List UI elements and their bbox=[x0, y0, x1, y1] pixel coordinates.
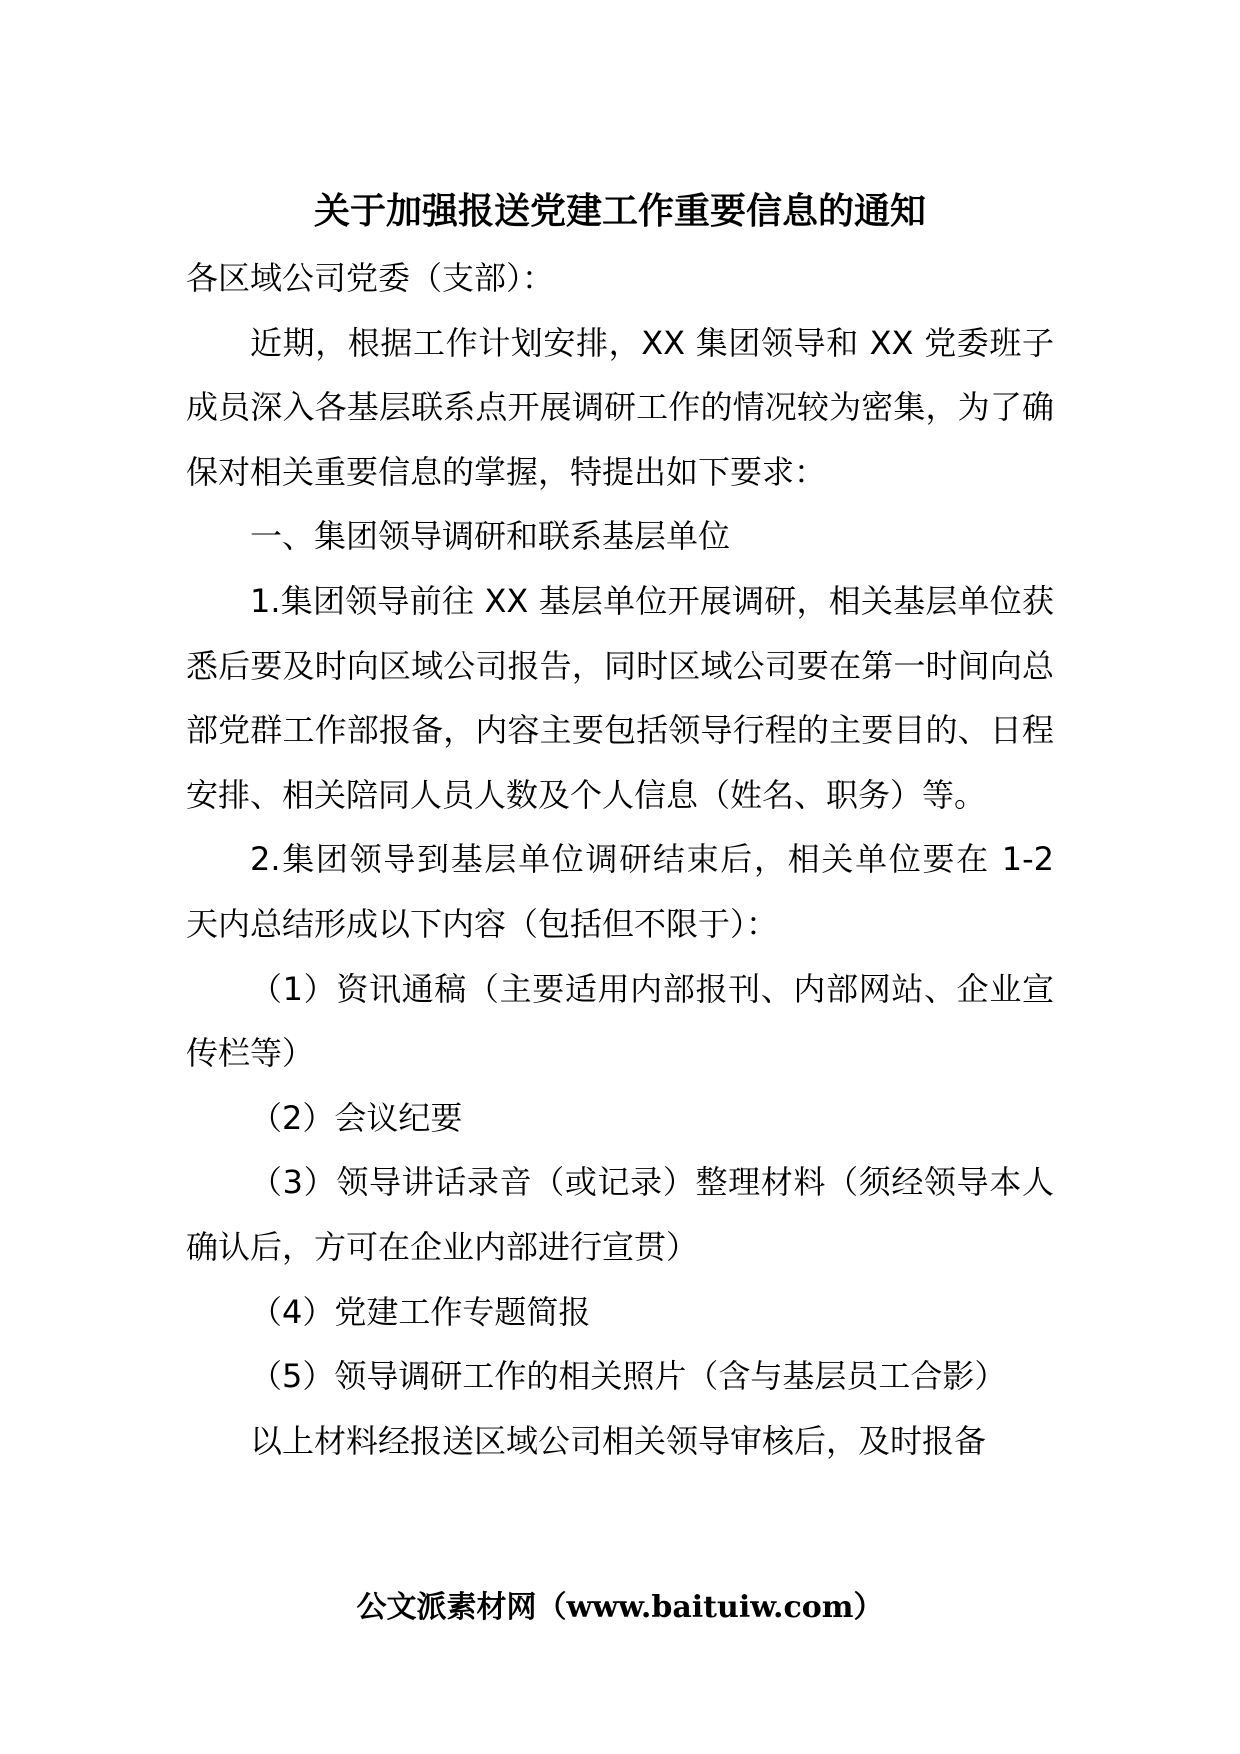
paragraph-closing: 以上材料经报送区域公司相关领导审核后，及时报备 bbox=[250, 1421, 987, 1460]
list-item-1: （1）资讯通稿（主要适用内部报刊、内部网站、企业宣传栏等） bbox=[186, 969, 1054, 1073]
list-item-3: （3）领导讲话录音（或记录）整理材料（须经领导本人确认后，方可在企业内部进行宣贯） bbox=[186, 1163, 1054, 1266]
document-title: 关于加强报送党建工作重要信息的通知 bbox=[313, 191, 926, 232]
paragraph-intro: 近期，根据工作计划安排，XX 集团领导和 XX 党委班子成员深入各基层联系点开展调研工作的情况较为密集，为了确保对相关重要信息的掌握，特提出如下要求： bbox=[186, 323, 1054, 491]
document-body bbox=[186, 246, 1054, 1473]
paragraph-item-2: 2.集团领导到基层单位调研结束后，相关单位要在 1-2 天内总结形成以下内容（包括但不限于）： bbox=[186, 840, 1054, 943]
paragraph-item-1: 1.集团领导前往 XX 基层单位开展调研，相关基层单位获悉后要及时向区域公司报告，同时区域公司要在第一时间向总部党群工作部报备，内容主要包括领导行程的主要目的、日程安排、相关陪同人员人数及个人信息（姓名、职务）等。 bbox=[186, 581, 1054, 814]
footer-source: 公文派素材网（www.baituiw.com） bbox=[356, 1590, 884, 1625]
section-heading-1: 一、集团领导调研和联系基层单位 bbox=[250, 517, 731, 556]
list-item-2: （2）会议纪要 bbox=[250, 1098, 463, 1137]
salutation: 各区域公司党委（支部）： bbox=[186, 259, 555, 297]
list-item-5: （5）领导调研工作的相关照片（含与基层员工合影） bbox=[250, 1357, 1007, 1396]
list-item-4: （4）党建工作专题简报 bbox=[250, 1292, 591, 1331]
